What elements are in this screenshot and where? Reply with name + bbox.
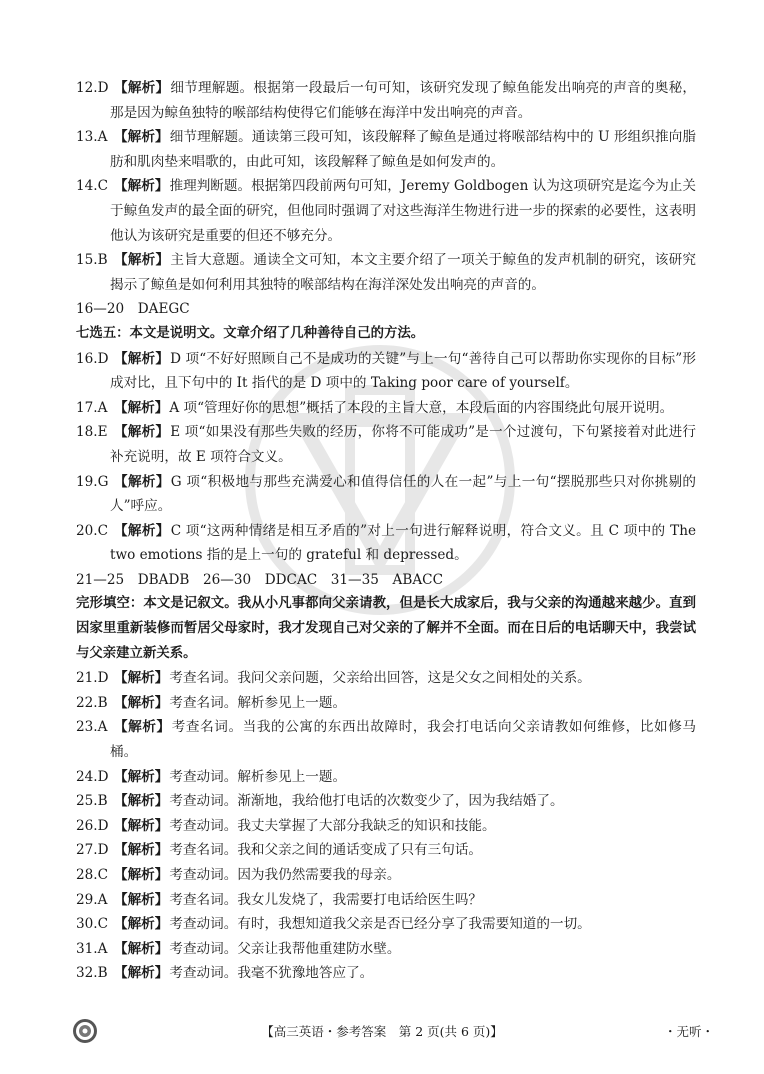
answer-item-25 [76, 789, 696, 814]
item-number: 25.B [76, 793, 108, 810]
footer-right-label: ・无听・ [663, 1024, 714, 1039]
section-heading-cloze: 完形填空：本文是记叙文。我从小凡事都向父亲请教，但是长大成家后，我与父亲的沟通越来越少。直到因家里重新装修而暂居父母家时，我才发现自己对父亲的了解并不全面。而在日后的电话聊天中，我尝试与父亲建立新关系。 [76, 596, 696, 661]
analysis-text: 考查动词。解析参见上一题。 [169, 768, 347, 785]
answer-item-23 [76, 715, 696, 764]
item-number: 24.D [76, 768, 109, 785]
item-number: 23.A [76, 719, 108, 736]
analysis-text: A 项“管理好你的思想”概括了本段的主旨大意，本段后面的内容围绕此句展开说明。 [169, 399, 674, 416]
section-seven-choose-five [76, 347, 696, 568]
analysis-text: 考查动词。我丈夫掌握了大部分我缺乏的知识和技能。 [169, 817, 496, 834]
analysis-text: 考查名词。我问父亲问题，父亲给出回答，这是父女之间相处的关系。 [169, 670, 591, 687]
page-footer [0, 1016, 764, 1046]
analysis-tag: 【解析】 [114, 522, 170, 539]
item-number: 12.D [76, 80, 109, 96]
analysis-tag: 【解析】 [114, 817, 169, 834]
answer-item-22 [76, 691, 696, 716]
answer-item-31 [76, 937, 696, 962]
answer-key-21-35: 21—25 DBADB 26—30 DDCAC 31—35 ABACC [76, 571, 443, 588]
section-cloze [76, 666, 696, 986]
analysis-text: 考查动词。因为我仍然需要我的母亲。 [169, 867, 401, 883]
analysis-tag: 【解析】 [114, 178, 169, 195]
analysis-tag: 【解析】 [114, 694, 169, 711]
item-number: 17.A [76, 399, 108, 416]
analysis-text: 推理判断题。根据第四段前两句可知，Jeremy Goldbogen 认为这项研究是迄今为止关于鲸鱼发声的最全面的研究，但他同时强调了对这些海洋生物进行进一步的探索的必要性，这表明他认为该研究是重要的但还不够充分。 [110, 178, 697, 244]
analysis-tag: 【解析】 [114, 768, 169, 785]
answer-item-19 [76, 470, 696, 519]
answer-key-16-20: 16—20 DAEGC [76, 301, 190, 318]
item-number: 29.A [76, 891, 108, 908]
answer-item-14 [76, 174, 696, 248]
answer-item-27 [76, 838, 696, 863]
analysis-tag: 【解析】 [114, 891, 169, 908]
item-number: 27.D [76, 842, 109, 859]
analysis-tag: 【解析】 [114, 350, 170, 367]
answer-item-28 [76, 863, 696, 888]
item-number: 30.C [76, 916, 109, 933]
item-number: 26.D [76, 817, 109, 834]
analysis-tag: 【解析】 [114, 842, 169, 859]
analysis-text: 考查动词。渐渐地，我给他打电话的次数变少了，因为我结婚了。 [169, 793, 564, 810]
answer-item-17 [76, 396, 696, 421]
analysis-text: 考查名词。我女儿发烧了，我需要打电话给医生吗？ [169, 891, 483, 908]
answer-item-20 [76, 519, 696, 568]
analysis-text: 考查名词。解析参见上一题。 [169, 694, 347, 711]
analysis-text: E 项“如果没有那些失败的经历，你将不可能成功”是一个过渡句，下句紧接着对此进行补充说明，故 E 项符合文义。 [110, 424, 697, 465]
section-reading [76, 76, 696, 297]
analysis-text: 主旨大意题。通读全文可知，本文主要介绍了一项关于鲸鱼的发声机制的研究，该研究揭示了鲸鱼是如何利用其独特的喉部结构在海洋深处发出响亮的声音的。 [110, 252, 696, 293]
analysis-tag: 【解析】 [114, 940, 169, 957]
analysis-tag: 【解析】 [114, 129, 169, 146]
answer-item-18 [76, 420, 696, 469]
analysis-tag: 【解析】 [114, 424, 170, 441]
analysis-tag: 【解析】 [114, 965, 169, 982]
item-number: 19.G [76, 473, 109, 490]
answer-item-21 [76, 666, 696, 691]
analysis-text: 细节理解题。根据第一段最后一句可知，该研究发现了鲸鱼能发出响亮的声音的奥秘，那是因为鲸鱼独特的喉部结构使得它们能够在海洋中发出响亮的声音。 [110, 80, 696, 121]
answer-item-30 [76, 912, 696, 937]
section-heading-seven-choose-five: 七选五：本文是说明文。文章介绍了几种善待自己的方法。 [76, 325, 425, 341]
analysis-text: 考查名词。我和父亲之间的通话变成了只有三句话。 [169, 842, 483, 859]
analysis-tag: 【解析】 [114, 399, 169, 416]
analysis-tag: 【解析】 [114, 867, 169, 883]
footer-page-label: 【高三英语・参考答案 第 2 页(共 6 页)】 [261, 1024, 503, 1039]
analysis-tag: 【解析】 [114, 719, 171, 736]
analysis-text: 细节理解题。通读第三段可知，该段解释了鲸鱼是通过将喉部结构中的 U 形组织推向脂肪和肌肉垫来唱歌的，由此可知，该段解释了鲸鱼是如何发声的。 [110, 129, 696, 170]
item-number: 18.E [76, 424, 108, 441]
item-number: 20.C [76, 522, 109, 539]
item-number: 22.B [76, 694, 108, 711]
answer-item-24 [76, 765, 696, 790]
answer-item-32 [76, 961, 696, 986]
answer-content [76, 76, 696, 986]
analysis-tag: 【解析】 [114, 793, 169, 810]
analysis-text: 考查动词。父亲让我帮他重建防水壁。 [169, 940, 401, 957]
item-number: 21.D [76, 670, 109, 687]
analysis-text: 考查动词。我毫不犹豫地答应了。 [169, 965, 374, 982]
analysis-text: G 项“积极地与那些充满爱心和值得信任的人在一起”与上一句“摆脱那些只对你挑剔的人”呼应。 [110, 473, 697, 515]
analysis-tag: 【解析】 [114, 80, 170, 96]
answer-item-15 [76, 248, 696, 297]
item-number: 31.A [76, 940, 108, 957]
item-number: 32.B [76, 965, 108, 982]
analysis-text: C 项“这两种情绪是相互矛盾的”对上一句进行解释说明，符合文义。且 C 项中的 The two emotions 指的是上一句的 grateful 和 depressed。 [110, 522, 696, 564]
analysis-text: D 项“不好好照顾自己不是成功的关键”与上一句“善待自己可以帮助你实现你的目标”形成对比，且下句中的 It 指代的是 D 项中的 Taking poor care of yourself。 [110, 350, 697, 392]
answer-item-13 [76, 125, 696, 174]
item-number: 28.C [76, 867, 109, 883]
answer-item-26 [76, 814, 696, 839]
answer-item-12 [76, 76, 696, 125]
analysis-text: 考查动词。有时，我想知道我父亲是否已经分享了我需要知道的一切。 [169, 916, 591, 933]
analysis-tag: 【解析】 [114, 252, 170, 269]
analysis-tag: 【解析】 [114, 473, 170, 490]
item-number: 13.A [76, 129, 108, 146]
item-number: 15.B [76, 252, 108, 269]
answer-item-16 [76, 347, 696, 396]
answer-item-29 [76, 888, 696, 913]
analysis-tag: 【解析】 [114, 916, 169, 933]
analysis-tag: 【解析】 [114, 670, 169, 687]
analysis-text: 考查名词。当我的公寓的东西出故障时，我会打电话向父亲请教如何维修，比如修马桶。 [110, 719, 697, 761]
item-number: 14.C [76, 178, 109, 195]
item-number: 16.D [76, 350, 109, 367]
